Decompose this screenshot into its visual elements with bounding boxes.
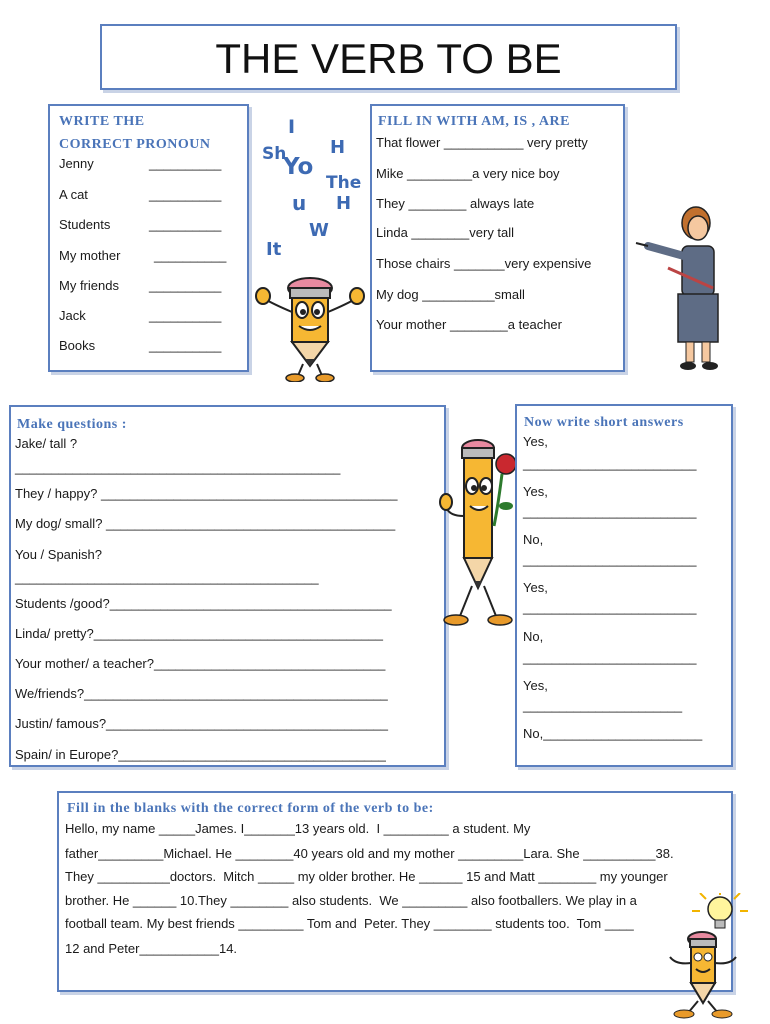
- pronoun-item-label: Books: [59, 338, 96, 353]
- question-line: Justin/ famous?_______________________________________: [15, 716, 389, 731]
- fill-item: They ________ always late: [376, 196, 535, 211]
- pencil-mascot-illustration: [255, 262, 365, 382]
- question-line: Your mother/ a teacher?________________________________: [15, 656, 386, 671]
- answer-line: ________________________: [523, 650, 697, 665]
- answer-line: ________________________: [523, 504, 697, 519]
- fill-box: [370, 104, 625, 372]
- floating-word: Sh: [262, 144, 287, 164]
- fill-heading: FILL IN WITH AM, IS , ARE: [378, 114, 570, 129]
- question-line: Students /good?_______________________________________: [15, 596, 392, 611]
- answers-heading: Now write short answers: [524, 415, 684, 430]
- pronoun-item-blank: __________: [149, 156, 222, 171]
- floating-word: W: [309, 220, 329, 241]
- pronoun-heading-line1: WRITE THE: [59, 114, 145, 129]
- answer-line: ________________________: [523, 552, 697, 567]
- paragraph-line: They __________doctors. Mitch _____ my older brother. He ______ 15 and Matt ________ my younger: [65, 869, 668, 884]
- answer-line: Yes,: [523, 678, 548, 693]
- pronoun-item-label: My friends: [59, 278, 119, 293]
- question-line: Jake/ tall ?: [15, 436, 78, 451]
- answer-line: ________________________: [523, 456, 697, 471]
- page-title: THE VERB TO BE: [215, 35, 562, 82]
- pronoun-box: [48, 104, 249, 372]
- floating-word: I: [288, 116, 296, 138]
- pencil-lightbulb-illustration: [660, 893, 752, 1019]
- answer-line: No,______________________: [523, 726, 703, 741]
- question-line: Spain/ in Europe?_____________________________________: [15, 747, 386, 762]
- answer-line: No,: [523, 532, 544, 547]
- questions-box: [9, 405, 446, 767]
- pronoun-item-blank: __________: [149, 308, 222, 323]
- paragraph-heading: Fill in the blanks with the correct form of the verb to be:: [67, 801, 434, 816]
- paragraph-line: football team. My best friends _________ Tom and Peter. They ________ students too. Tom ____: [65, 916, 634, 931]
- pronoun-item-blank: __________: [149, 278, 222, 293]
- fill-item: Mike _________a very nice boy: [376, 166, 560, 181]
- pronoun-item-label: Jack: [59, 308, 86, 323]
- pronoun-item-label: My mother: [59, 248, 121, 263]
- floating-word: H: [330, 137, 346, 158]
- pronoun-item-label: A cat: [59, 187, 88, 202]
- answer-line: ________________________: [523, 600, 697, 615]
- paragraph-line: father_________Michael. He ________40 years old and my mother _________Lara. She __________38.: [65, 846, 674, 861]
- answer-line: Yes,: [523, 580, 548, 595]
- paragraph-line: Hello, my name _____James. I_______13 years old. I _________ a student. My: [65, 821, 531, 836]
- pronoun-heading-line2: CORRECT PRONOUN: [59, 137, 211, 152]
- paragraph-box: [57, 791, 733, 992]
- pronoun-item-blank: __________: [149, 338, 222, 353]
- floating-word: Yo: [283, 154, 314, 180]
- pronoun-item-blank: __________: [154, 248, 227, 263]
- answer-line: Yes,: [523, 434, 548, 449]
- pronoun-item-label: Jenny: [59, 156, 94, 171]
- floating-word: It: [266, 239, 282, 260]
- fill-item: Linda ________very tall: [376, 225, 515, 240]
- answers-box: [515, 404, 733, 767]
- answer-line: No,: [523, 629, 544, 644]
- pronoun-item-blank: __________: [149, 217, 222, 232]
- question-line: My dog/ small? ________________________________________: [15, 516, 396, 531]
- question-line: _____________________________________________: [15, 460, 341, 475]
- fill-item: My dog __________small: [376, 287, 525, 302]
- question-line: __________________________________________: [15, 570, 319, 585]
- floating-word: The: [326, 173, 362, 193]
- paragraph-line: brother. He ______ 10.They ________ also students. We _________ also footballers. We play in a: [65, 893, 637, 908]
- teacher-illustration: [628, 198, 728, 378]
- pronoun-item-blank: __________: [149, 187, 222, 202]
- question-line: You / Spanish?: [15, 547, 102, 562]
- fill-item: Your mother ________a teacher: [376, 317, 562, 332]
- fill-item: That flower ___________ very pretty: [376, 135, 588, 150]
- title-box: [100, 24, 677, 90]
- fill-item: Those chairs _______very expensive: [376, 256, 592, 271]
- question-line: Linda/ pretty?________________________________________: [15, 626, 383, 641]
- answer-line: Yes,: [523, 484, 548, 499]
- questions-heading: Make questions :: [17, 417, 127, 432]
- paragraph-line: 12 and Peter___________14.: [65, 941, 238, 956]
- question-line: We/friends?__________________________________________: [15, 686, 388, 701]
- pencil-rose-illustration: [436, 436, 526, 636]
- answer-line: ______________________: [523, 698, 683, 713]
- pronoun-item-label: Students: [59, 217, 111, 232]
- floating-word: H: [336, 193, 352, 214]
- question-line: They / happy? _________________________________________: [15, 486, 398, 501]
- floating-word: u: [292, 191, 307, 215]
